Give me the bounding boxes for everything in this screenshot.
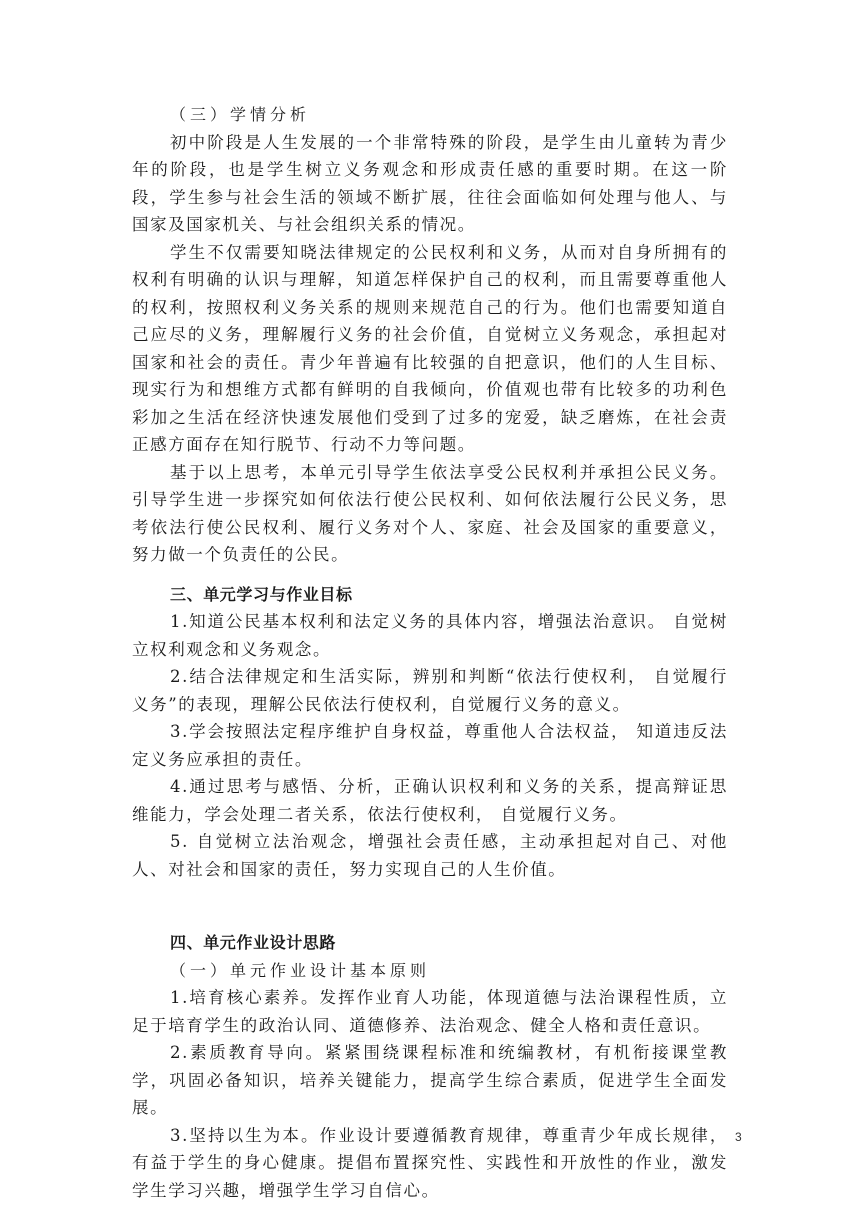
section-heading-design: 四、单元作业设计思路 <box>170 933 337 952</box>
goal-item: 4.通过思考与感悟、分析，正确认识权利和义务的关系，提高辩证思维能力，学会处理二者关系，依法行使权利， 自觉履行义务。 <box>132 777 728 824</box>
paragraph: 初中阶段是人生发展的一个非常特殊的阶段，是学生由儿童转为青少年的阶段，也是学生树立义务观念和形成责任感的重要时期。在这一阶段，学生参与社会生活的领域不断扩展，往往会面临如何处理与他人、与国家及国家机关、与社会组织关系的情况。 <box>132 132 728 234</box>
subsection-title-learning-analysis: （三）学情分析 <box>170 105 311 124</box>
goal-item: 1.知道公民基本权利和法定义务的具体内容，增强法治意识。 自觉树立权利观念和义务观念。 <box>132 612 728 659</box>
page-number: 3 <box>735 1130 742 1144</box>
goal-item: 3.学会按照法定程序维护自身权益，尊重他人合法权益， 知道违反法定义务应承担的责任。 <box>132 722 728 769</box>
section-heading-goals: 三、单元学习与作业目标 <box>170 584 353 604</box>
principle-item: 1.培育核心素养。发挥作业育人功能，体现道德与法治课程性质，立足于培育学生的政治认同、道德修养、法治观念、健全人格和责任意识。 <box>132 988 728 1035</box>
goal-item: 5. 自觉树立法治观念，增强社会责任感，主动承担起对自己、对他人、对社会和国家的责任，努力实现自己的人生价值。 <box>132 832 728 879</box>
principle-item: 2.素质教育导向。紧紧围绕课程标准和统编教材，有机衔接课堂教学，巩固必备知识，培养关键能力，提高学生综合素质，促进学生全面发展。 <box>132 1043 728 1117</box>
page-content <box>132 101 728 1204</box>
goal-item: 2.结合法律规定和生活实际，辨别和判断“依法行使权利， 自觉履行义务”的表现，理解公民依法行使权利，自觉履行义务的意义。 <box>132 667 728 714</box>
paragraph: 基于以上思考，本单元引导学生依法享受公民权利并承担公民义务。引导学生进一步探究如何依法行使公民权利、如何依法履行公民义务，思考依法行使公民权利、履行义务对个人、家庭、社会及国家的重要意义，努力做一个负责任的公民。 <box>132 462 728 564</box>
subsection-title-principles: （一）单元作业设计基本原则 <box>170 960 431 980</box>
paragraph: 学生不仅需要知晓法律规定的公民权利和义务，从而对自身所拥有的权利有明确的认识与理解，知道怎样保护自己的权利，而且需要尊重他人的权利，按照权利义务关系的规则来规范自己的行为。他们也需要知道自己应尽的义务，理解履行义务的社会价值，自觉树立义务观念，承担起对国家和社会的责任。青少年普遍有比较强的自把意识，他们的人生目标、现实行为和想维方式都有鲜明的自我倾向，价值观也带有比较多的功利色彩加之生活在经济快速发展他们受到了过多的宠爱，缺乏磨炼，在社会责正感方面存在知行脱节、行动不力等问题。 <box>132 242 728 454</box>
principle-item: 3.坚持以生为本。作业设计要遵循教育规律，尊重青少年成长规律，有益于学生的身心健康。提倡布置探究性、实践性和开放性的作业，激发学生学习兴趣，增强学生学习自信心。 <box>132 1125 728 1200</box>
